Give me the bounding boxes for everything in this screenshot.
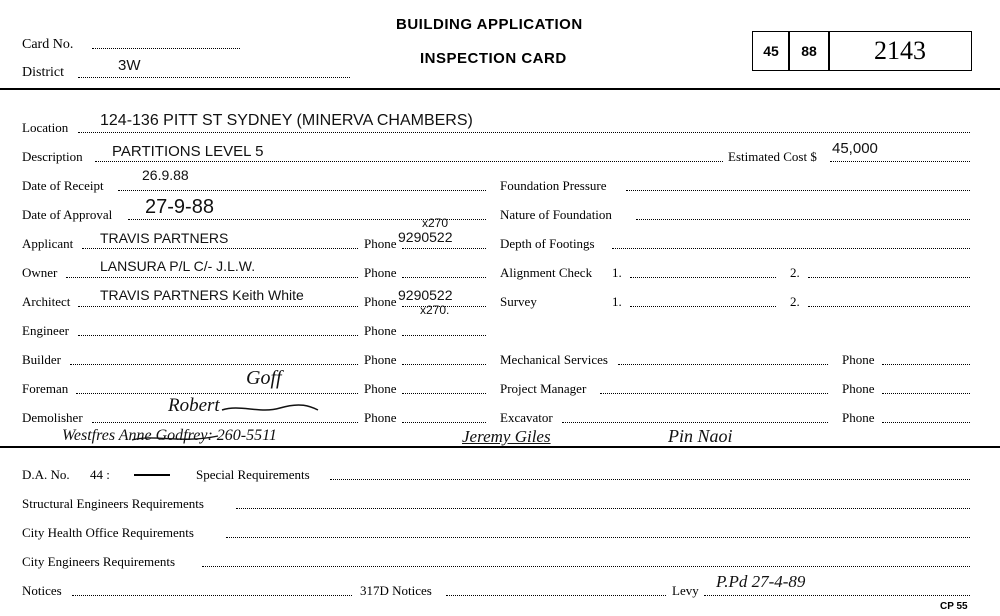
owner-value: LANSURA P/L C/- J.L.W. (100, 258, 256, 274)
survey-2: 2. (790, 294, 800, 309)
foreman-phone-label: Phone (364, 381, 397, 396)
engineer-phone-label: Phone (364, 323, 397, 338)
excavator-phone-label: Phone (842, 410, 875, 425)
applicant-phone-value: 9290522 (398, 229, 453, 245)
mechanical-phone-label: Phone (842, 352, 875, 367)
header-divider (0, 88, 1000, 90)
estimated-cost-value: 45,000 (832, 140, 878, 157)
foreman-value: Goff (246, 367, 282, 389)
mechanical-phone-line (882, 364, 970, 365)
engineer-label: Engineer (22, 323, 69, 338)
date-of-receipt-line (118, 190, 486, 191)
da-no-label: D.A. No. (22, 467, 70, 482)
date-of-approval-value: 27-9-88 (145, 196, 214, 218)
applicant-phone-line (402, 248, 486, 249)
location-label: Location (22, 120, 69, 135)
district-label: District (22, 65, 64, 80)
district-line (78, 77, 350, 78)
alignment-check-label: Alignment Check (500, 265, 593, 280)
architect-line (78, 306, 358, 307)
builder-phone-label: Phone (364, 352, 397, 367)
foundation-pressure-label: Foundation Pressure (500, 178, 607, 193)
survey-label: Survey (500, 294, 537, 309)
levy-label: Levy (672, 583, 699, 598)
city-health-label: City Health Office Requirements (22, 525, 194, 540)
card-no-label: Card No. (22, 37, 74, 52)
owner-phone-line (402, 277, 486, 278)
city-health-line (226, 537, 970, 538)
special-requirements-label: Special Requirements (196, 467, 310, 482)
alignment-check-1: 1. (612, 265, 622, 280)
demolisher-label: Demolisher (22, 410, 83, 425)
applicant-label: Applicant (22, 236, 74, 251)
applicant-phone-ext: x270 (422, 216, 449, 230)
foreman-phone-line (402, 393, 486, 394)
structural-engineers-line (236, 508, 970, 509)
alignment-check-2: 2. (790, 265, 800, 280)
architect-phone-ext: x270. (420, 303, 450, 317)
foreman-line (76, 393, 358, 394)
title-line-2: INSPECTION CARD (420, 50, 567, 67)
owner-phone-label: Phone (364, 265, 397, 280)
project-manager-label: Project Manager (500, 381, 587, 396)
notices-317d-label: 317D Notices (360, 583, 432, 598)
annotation-contact: Westfres Anne Godfrey: 260-5511 (62, 427, 277, 444)
engineer-phone-line (402, 335, 486, 336)
depth-of-footings-line (612, 248, 970, 249)
owner-line (66, 277, 358, 278)
project-manager-line (600, 393, 828, 394)
notices-317d-line (446, 595, 666, 596)
city-engineers-label: City Engineers Requirements (22, 554, 176, 569)
card-no-line (92, 48, 240, 49)
applicant-phone-label: Phone (364, 236, 397, 251)
engineer-line (78, 335, 358, 336)
special-requirements-line (330, 479, 970, 480)
description-value: PARTITIONS LEVEL 5 (112, 143, 264, 160)
form-code: CP 55 (940, 601, 968, 612)
annotation-signature: Pin Naoi (668, 426, 733, 446)
architect-label: Architect (22, 294, 71, 309)
strike-out-mark (220, 400, 320, 418)
foreman-label: Foreman (22, 381, 69, 396)
foundation-pressure-line (626, 190, 970, 191)
box-cell-a: 45 (752, 31, 790, 71)
notices-line (72, 595, 352, 596)
owner-label: Owner (22, 265, 58, 280)
survey-1-line (630, 306, 776, 307)
annotation-strike (130, 428, 220, 448)
demolisher-line (92, 422, 358, 423)
box-cell-b: 88 (788, 31, 830, 71)
applicant-line (82, 248, 358, 249)
excavator-label: Excavator (500, 410, 553, 425)
annotation-name: Jeremy Giles (462, 427, 551, 446)
excavator-phone-line (882, 422, 970, 423)
estimated-cost-label: Estimated Cost $ (728, 149, 817, 164)
date-of-receipt-value: 26.9.88 (142, 167, 189, 183)
structural-engineers-label: Structural Engineers Requirements (22, 496, 204, 511)
mechanical-services-line (618, 364, 828, 365)
levy-value: P.Pd 27-4-89 (716, 572, 806, 591)
city-engineers-line (202, 566, 970, 567)
notices-label: Notices (22, 583, 62, 598)
architect-phone-label: Phone (364, 294, 397, 309)
location-value: 124-136 PITT ST SYDNEY (MINERVA CHAMBERS) (100, 112, 473, 129)
builder-phone-line (402, 364, 486, 365)
nature-of-foundation-label: Nature of Foundation (500, 207, 612, 222)
builder-label: Builder (22, 352, 61, 367)
pm-phone-line (882, 393, 970, 394)
alignment-check-1-line (630, 277, 776, 278)
location-line (78, 132, 970, 133)
levy-line (704, 595, 970, 596)
mechanical-services-label: Mechanical Services (500, 352, 608, 367)
demolisher-phone-label: Phone (364, 410, 397, 425)
alignment-check-2-line (808, 277, 970, 278)
description-line (95, 161, 723, 162)
demolisher-value: Robert (168, 395, 220, 416)
da-no-dash (134, 474, 170, 476)
applicant-value: TRAVIS PARTNERS (100, 230, 229, 246)
da-no-value: 44 : (90, 467, 110, 482)
architect-value: TRAVIS PARTNERS Keith White (100, 287, 304, 303)
architect-phone-value: 9290522 (398, 287, 453, 303)
estimated-cost-line (830, 161, 970, 162)
nature-of-foundation-line (636, 219, 970, 220)
survey-1: 1. (612, 294, 622, 309)
card-number: 2143 (828, 31, 972, 71)
builder-line (70, 364, 358, 365)
title-line-1: BUILDING APPLICATION (396, 16, 583, 33)
section-divider (0, 446, 1000, 448)
excavator-line (562, 422, 828, 423)
district-value: 3W (118, 57, 141, 74)
description-label: Description (22, 149, 83, 164)
date-of-receipt-label: Date of Receipt (22, 178, 104, 193)
demolisher-phone-line (402, 422, 486, 423)
pm-phone-label: Phone (842, 381, 875, 396)
survey-2-line (808, 306, 970, 307)
date-of-approval-label: Date of Approval (22, 207, 113, 222)
depth-of-footings-label: Depth of Footings (500, 236, 595, 251)
